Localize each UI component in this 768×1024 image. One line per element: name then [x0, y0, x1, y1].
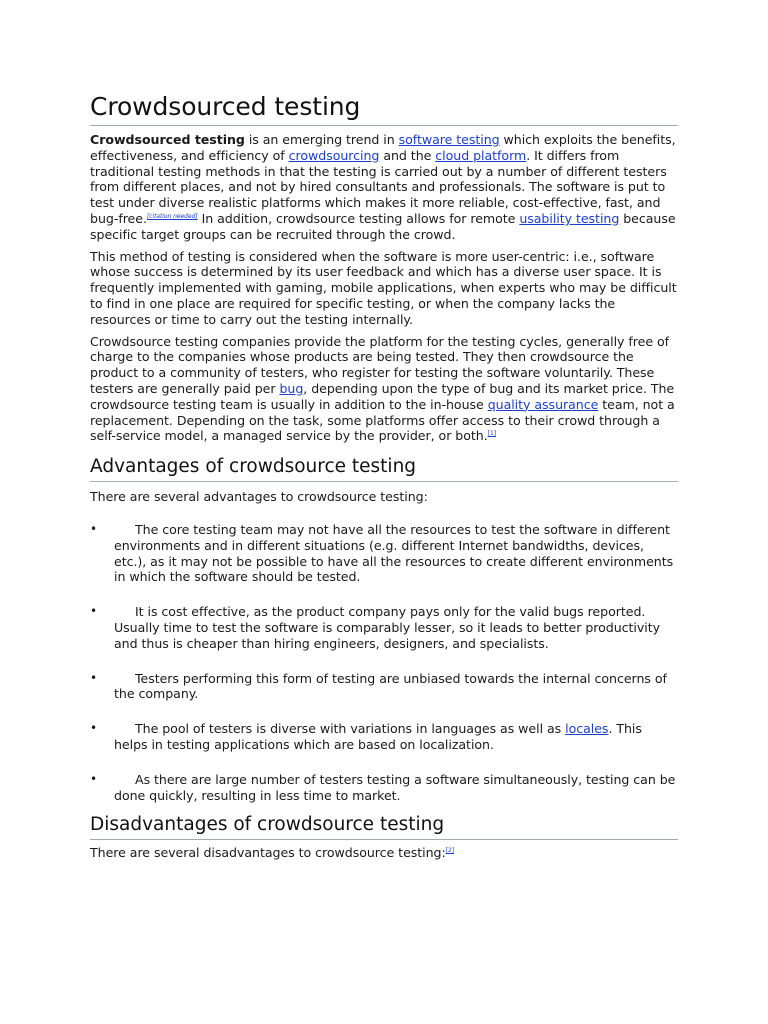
bullet-icon: • — [90, 670, 98, 685]
paragraph-companies — [90, 334, 678, 445]
intro-text-2: which exploits the benefits, effectiveness, and efficiency of — [90, 132, 676, 163]
list-item-text: As there are large number of testers testing a software simultaneously, testing can be done quickly, resulting in less time to market. — [114, 771, 676, 803]
disadvantages-intro — [90, 845, 678, 861]
list-item-text: The pool of testers is diverse with variations in languages as well as — [135, 721, 566, 737]
list-item — [90, 671, 678, 703]
para3-text-3: team, not a replacement. Depending on the task, some platforms offer access to their crowd through a self-service model, a managed service by the provider, or both. — [90, 396, 675, 444]
list-item — [90, 522, 678, 585]
reference-1-link[interactable]: [1] — [487, 430, 497, 438]
list-item — [90, 772, 678, 804]
link-crowdsourcing[interactable]: crowdsourcing — [288, 147, 380, 163]
advantages-heading: Advantages of crowdsource testing — [90, 454, 678, 482]
link-locales[interactable]: locales — [565, 721, 609, 737]
intro-text-1: is an emerging trend in — [244, 132, 399, 147]
list-item-text: It is cost effective, as the product company pays only for the valid bugs reported. Usually time to test the software is comparably lesser, so it leads to better productivity and thus is cheaper than hiring engineers, designers, and specialists. — [114, 604, 661, 651]
link-software-testing[interactable]: software testing — [398, 132, 500, 147]
intro-paragraph — [90, 132, 678, 243]
advantages-list — [90, 522, 678, 803]
intro-bold-term: Crowdsourced testing — [90, 132, 245, 147]
list-item-text: Testers performing this form of testing are unbiased towards the internal concerns of the company. — [114, 670, 667, 702]
list-item-text: The core testing team may not have all the resources to test the software in different environments and in different situations (e.g. different Internet bandwidths, devices, etc.), as it may not be possible to have all the resources to create different environments in which the software should be tested. — [114, 521, 674, 585]
paragraph-user-centric: This method of testing is considered when the software is more user-centric: i.e., software whose success is determined by its user feedback and which has a diverse user space. It is frequently implemented with gaming, mobile applications, when experts who may be difficult to find in one place are required for specific testing, or when the company lacks the resources or time to carry out the testing internally. — [90, 248, 677, 327]
disadvantages-heading: Disadvantages of crowdsource testing — [90, 812, 678, 840]
para3-text-1: Crowdsource testing companies provide the platform for the testing cycles, generally free of charge to the companies whose products are being tested. They then crowdsource the product to a community of testers, who register for testing the software voluntarily. These testers are generally paid per — [90, 333, 670, 396]
list-item — [90, 604, 678, 651]
intro-text-3: and the — [379, 147, 436, 163]
disadvantages-intro-text: There are several disadvantages to crowdsource testing: — [90, 845, 446, 861]
para3-text-2: , depending upon the type of bug and its market price. The crowdsource testing team is usually in addition to the in-house — [90, 380, 675, 412]
link-usability-testing[interactable]: usability testing — [519, 210, 620, 226]
list-item — [90, 721, 678, 753]
link-bug[interactable]: bug — [279, 380, 304, 396]
citation-needed-link[interactable]: [citation needed] — [146, 212, 198, 220]
link-cloud-platform[interactable]: cloud platform — [435, 147, 527, 163]
reference-2-link[interactable]: [2] — [445, 847, 455, 855]
bullet-icon: • — [90, 771, 98, 786]
article — [90, 90, 678, 861]
intro-text-6: because specific target groups can be recruited through the crowd. — [90, 210, 676, 242]
page-title: Crowdsourced testing — [90, 90, 678, 126]
bullet-icon: • — [90, 721, 98, 736]
bullet-icon: • — [90, 521, 98, 536]
intro-text-5: In addition, crowdsource testing allows for remote — [197, 210, 520, 226]
bullet-icon: • — [90, 604, 98, 619]
intro-text-4: . It differs from traditional testing methods in that the testing is carried out by a number of different testers from different places, and not by hired consultants and professionals. The software is put to test under diverse realistic platforms which makes it more reliable, cost-effective, fast, and bug-free. — [90, 147, 667, 226]
link-quality-assurance[interactable]: quality assurance — [487, 396, 599, 412]
advantages-intro: There are several advantages to crowdsource testing: — [90, 489, 428, 505]
list-item-text: . This helps in testing applications which are based on localization. — [114, 721, 642, 752]
